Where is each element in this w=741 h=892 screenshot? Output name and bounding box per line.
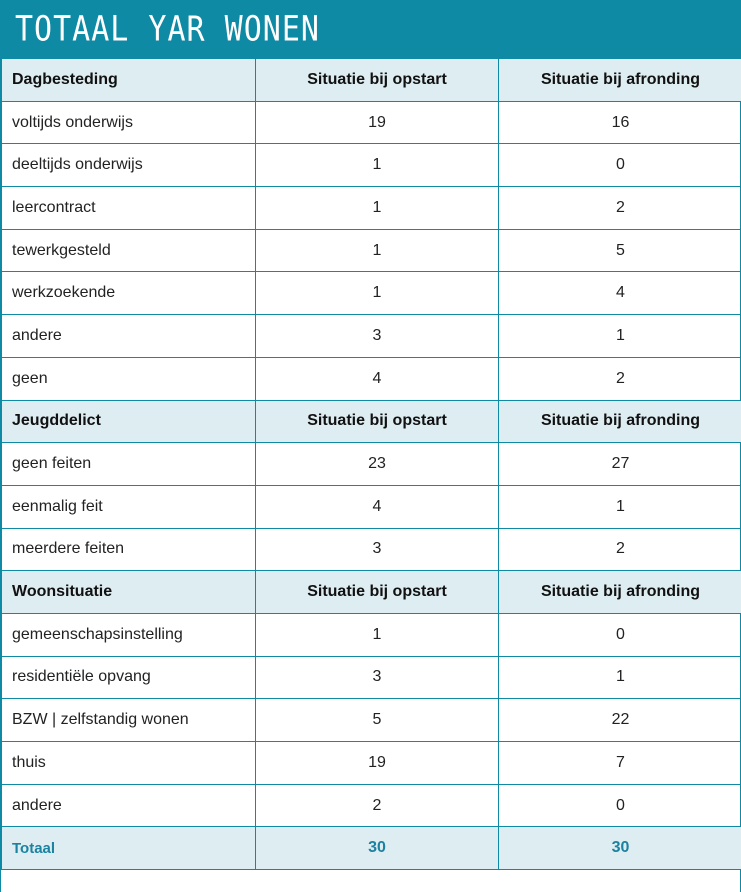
value-end: 1 [499,315,741,358]
value-start: 23 [256,443,499,486]
value-end: 0 [499,784,741,827]
value-end: 2 [499,357,741,400]
section-header-row [2,59,741,102]
value-start: 1 [256,187,499,230]
value-end: 16 [499,101,741,144]
value-end: 0 [499,613,741,656]
value-start: 2 [256,784,499,827]
row-label: leercontract [2,187,256,230]
row-label: residentiële opvang [2,656,256,699]
value-end: 27 [499,443,741,486]
table-row [2,742,741,785]
column-header-end: Situatie bij afronding [499,59,741,102]
value-start: 5 [256,699,499,742]
table-row [2,272,741,315]
value-start: 1 [256,272,499,315]
table-row [2,528,741,571]
column-header-start: Situatie bij opstart [256,59,499,102]
value-start: 4 [256,485,499,528]
row-label: gemeenschapsinstelling [2,613,256,656]
value-start: 19 [256,101,499,144]
value-start: 1 [256,613,499,656]
value-end: 0 [499,144,741,187]
table-row [2,699,741,742]
row-label: BZW | zelfstandig wonen [2,699,256,742]
section-header-row [2,571,741,614]
section-title: Jeugddelict [2,400,256,443]
value-end: 1 [499,656,741,699]
table-row [2,101,741,144]
row-label: andere [2,784,256,827]
table-row [2,656,741,699]
column-header-start: Situatie bij opstart [256,400,499,443]
table-row [2,443,741,486]
section-title: Woonsituatie [2,571,256,614]
table-row [2,187,741,230]
table-row [2,229,741,272]
value-end: 5 [499,229,741,272]
row-label: voltijds onderwijs [2,101,256,144]
row-label: andere [2,315,256,358]
total-row [2,827,741,870]
table-row [2,613,741,656]
row-label: eenmalig feit [2,485,256,528]
value-start: 3 [256,315,499,358]
table-row [2,357,741,400]
column-header-end: Situatie bij afronding [499,400,741,443]
value-start: 1 [256,229,499,272]
value-end: 2 [499,528,741,571]
value-end: 1 [499,485,741,528]
value-start: 4 [256,357,499,400]
table-row [2,485,741,528]
results-table [1,58,741,870]
total-label: Totaal [2,827,256,870]
row-label: deeltijds onderwijs [2,144,256,187]
page-title: TOTAAL YAR WONEN [15,8,320,50]
value-end: 22 [499,699,741,742]
column-header-start: Situatie bij opstart [256,571,499,614]
row-label: meerdere feiten [2,528,256,571]
table-body [2,59,741,870]
title-bar [1,0,740,58]
value-end: 2 [499,187,741,230]
total-end: 30 [499,827,741,870]
row-label: werkzoekende [2,272,256,315]
row-label: tewerkgesteld [2,229,256,272]
row-label: geen feiten [2,443,256,486]
total-start: 30 [256,827,499,870]
table-row [2,315,741,358]
section-title: Dagbesteding [2,59,256,102]
value-end: 4 [499,272,741,315]
row-label: geen [2,357,256,400]
table-row [2,784,741,827]
value-start: 3 [256,528,499,571]
value-start: 1 [256,144,499,187]
section-header-row [2,400,741,443]
row-label: thuis [2,742,256,785]
value-start: 3 [256,656,499,699]
table-row [2,144,741,187]
value-end: 7 [499,742,741,785]
value-start: 19 [256,742,499,785]
column-header-end: Situatie bij afronding [499,571,741,614]
